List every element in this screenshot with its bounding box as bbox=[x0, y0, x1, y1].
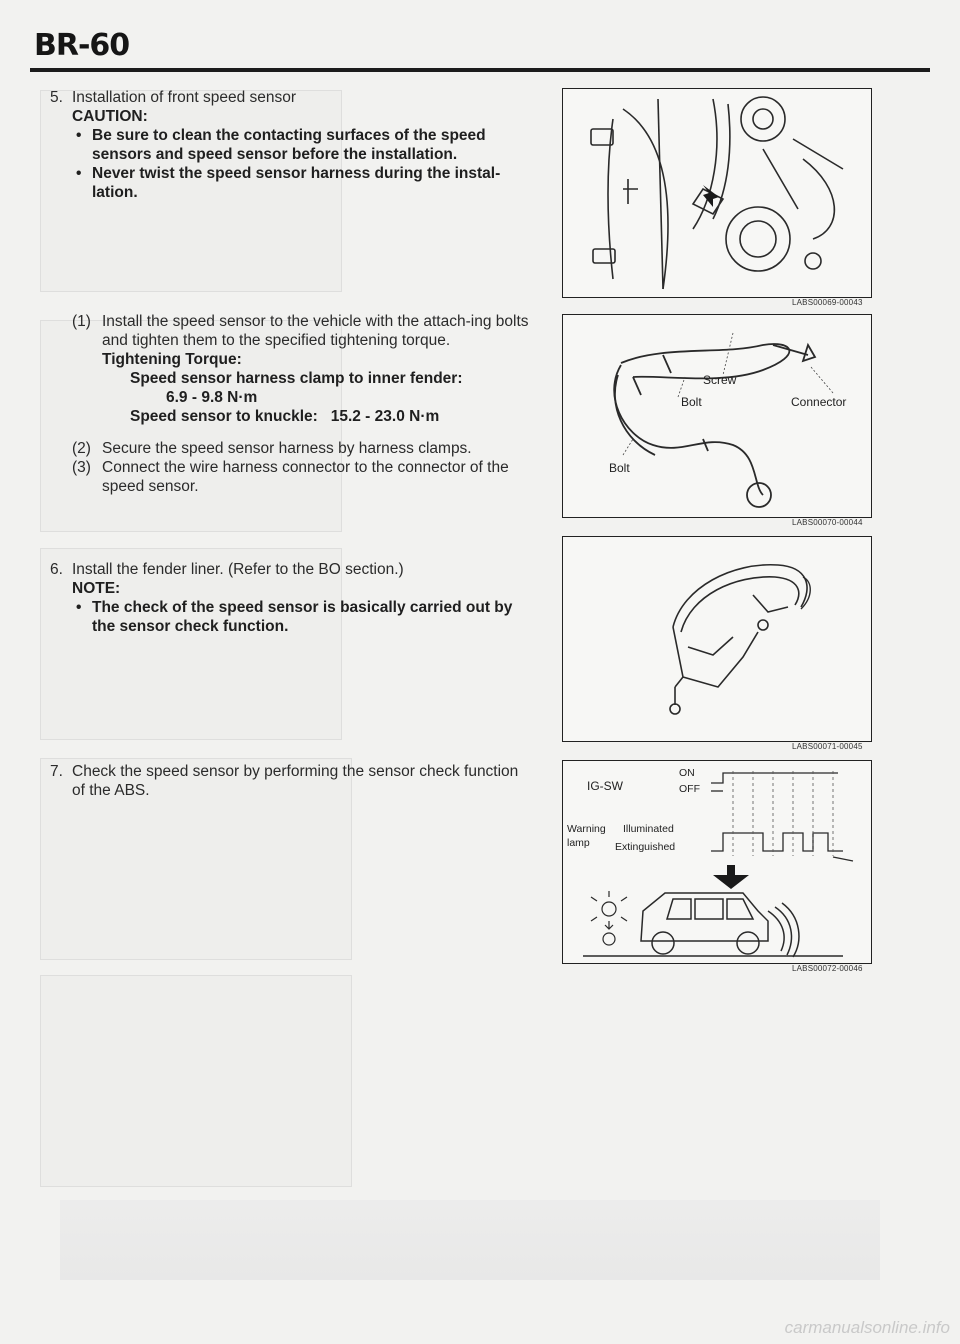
step-5 bbox=[50, 88, 530, 202]
step-5-substeps bbox=[72, 312, 530, 496]
label-connector: Connector bbox=[791, 395, 847, 409]
label-off: OFF bbox=[679, 783, 700, 795]
figure-sensor-check-function bbox=[562, 760, 872, 964]
note-bullet: • The check of the speed sensor is basically carried out by the sensor check function. bbox=[50, 598, 530, 636]
figure-code: LABS00069-00043 bbox=[792, 298, 863, 307]
page-number: BR-60 bbox=[34, 28, 130, 63]
substep-text: Connect the wire harness connector to the connector of the speed sensor. bbox=[102, 459, 509, 495]
figure-fender-liner bbox=[562, 536, 872, 742]
label-bolt: Bolt bbox=[681, 395, 702, 409]
substep-text: Secure the speed sensor harness by harness clamps. bbox=[102, 440, 472, 457]
figure-code: LABS00071-00045 bbox=[792, 742, 863, 751]
substep-text: Install the speed sensor to the vehicle with the attach-ing bolts and tighten them to the specified tightening torque. bbox=[102, 313, 529, 349]
label-on: ON bbox=[679, 767, 695, 779]
car-icon bbox=[583, 893, 843, 957]
substep-number: (1) bbox=[72, 313, 91, 330]
down-arrow-icon bbox=[713, 865, 749, 889]
figure-code: LABS00072-00046 bbox=[792, 964, 863, 973]
torque-2 bbox=[72, 407, 530, 426]
torque-1-value: 6.9 - 9.8 N·m bbox=[166, 389, 258, 406]
step-7 bbox=[50, 762, 530, 800]
label-extinguished: Extinguished bbox=[615, 841, 676, 853]
label-illuminated: Illuminated bbox=[623, 823, 674, 835]
torque-2-label: Speed sensor to knuckle: bbox=[130, 408, 318, 425]
substep-number: (2) bbox=[72, 440, 91, 457]
page-header bbox=[30, 24, 930, 72]
step-title: Installation of front speed sensor bbox=[72, 89, 297, 106]
caution-bullet: • Never twist the speed sensor harness during the instal-lation. bbox=[50, 164, 530, 202]
torque-1-label: Speed sensor harness clamp to inner fender: bbox=[130, 370, 463, 387]
fender-liner-illustration bbox=[563, 537, 871, 741]
note-label: NOTE: bbox=[72, 580, 121, 597]
figure-speed-sensor-harness bbox=[562, 314, 872, 518]
label-warning: Warning bbox=[567, 823, 606, 835]
step-text: Check the speed sensor by performing the sensor check function of the ABS. bbox=[72, 763, 519, 799]
figure-code: LABS00070-00044 bbox=[792, 518, 863, 527]
caution-bullet: • Be sure to clean the contacting surfaces of the speed sensors and speed sensor before the installation. bbox=[50, 126, 530, 164]
torque-label: Tightening Torque: bbox=[102, 351, 242, 368]
bleed-through-text bbox=[60, 1200, 880, 1280]
step-number: 6. bbox=[50, 561, 63, 578]
knuckle-illustration bbox=[563, 89, 871, 297]
substep-number: (3) bbox=[72, 459, 91, 476]
torque-2-value: 15.2 - 23.0 N·m bbox=[330, 408, 440, 425]
label-lamp: lamp bbox=[567, 837, 590, 849]
label-ig-sw: IG-SW bbox=[587, 779, 623, 793]
caution-label: CAUTION: bbox=[72, 108, 148, 125]
bleed-through-figure bbox=[40, 975, 352, 1187]
step-6 bbox=[50, 560, 530, 636]
step-number: 5. bbox=[50, 89, 63, 106]
watermark: carmanualsonline.info bbox=[784, 1318, 950, 1337]
step-text: Install the fender liner. (Refer to the BO section.) bbox=[72, 561, 404, 578]
lamp-icon bbox=[591, 891, 627, 945]
figure-speed-sensor-knuckle bbox=[562, 88, 872, 298]
step-number: 7. bbox=[50, 763, 63, 780]
label-bolt: Bolt bbox=[609, 461, 630, 475]
label-screw: Screw bbox=[703, 373, 737, 387]
harness-illustration bbox=[563, 315, 871, 517]
